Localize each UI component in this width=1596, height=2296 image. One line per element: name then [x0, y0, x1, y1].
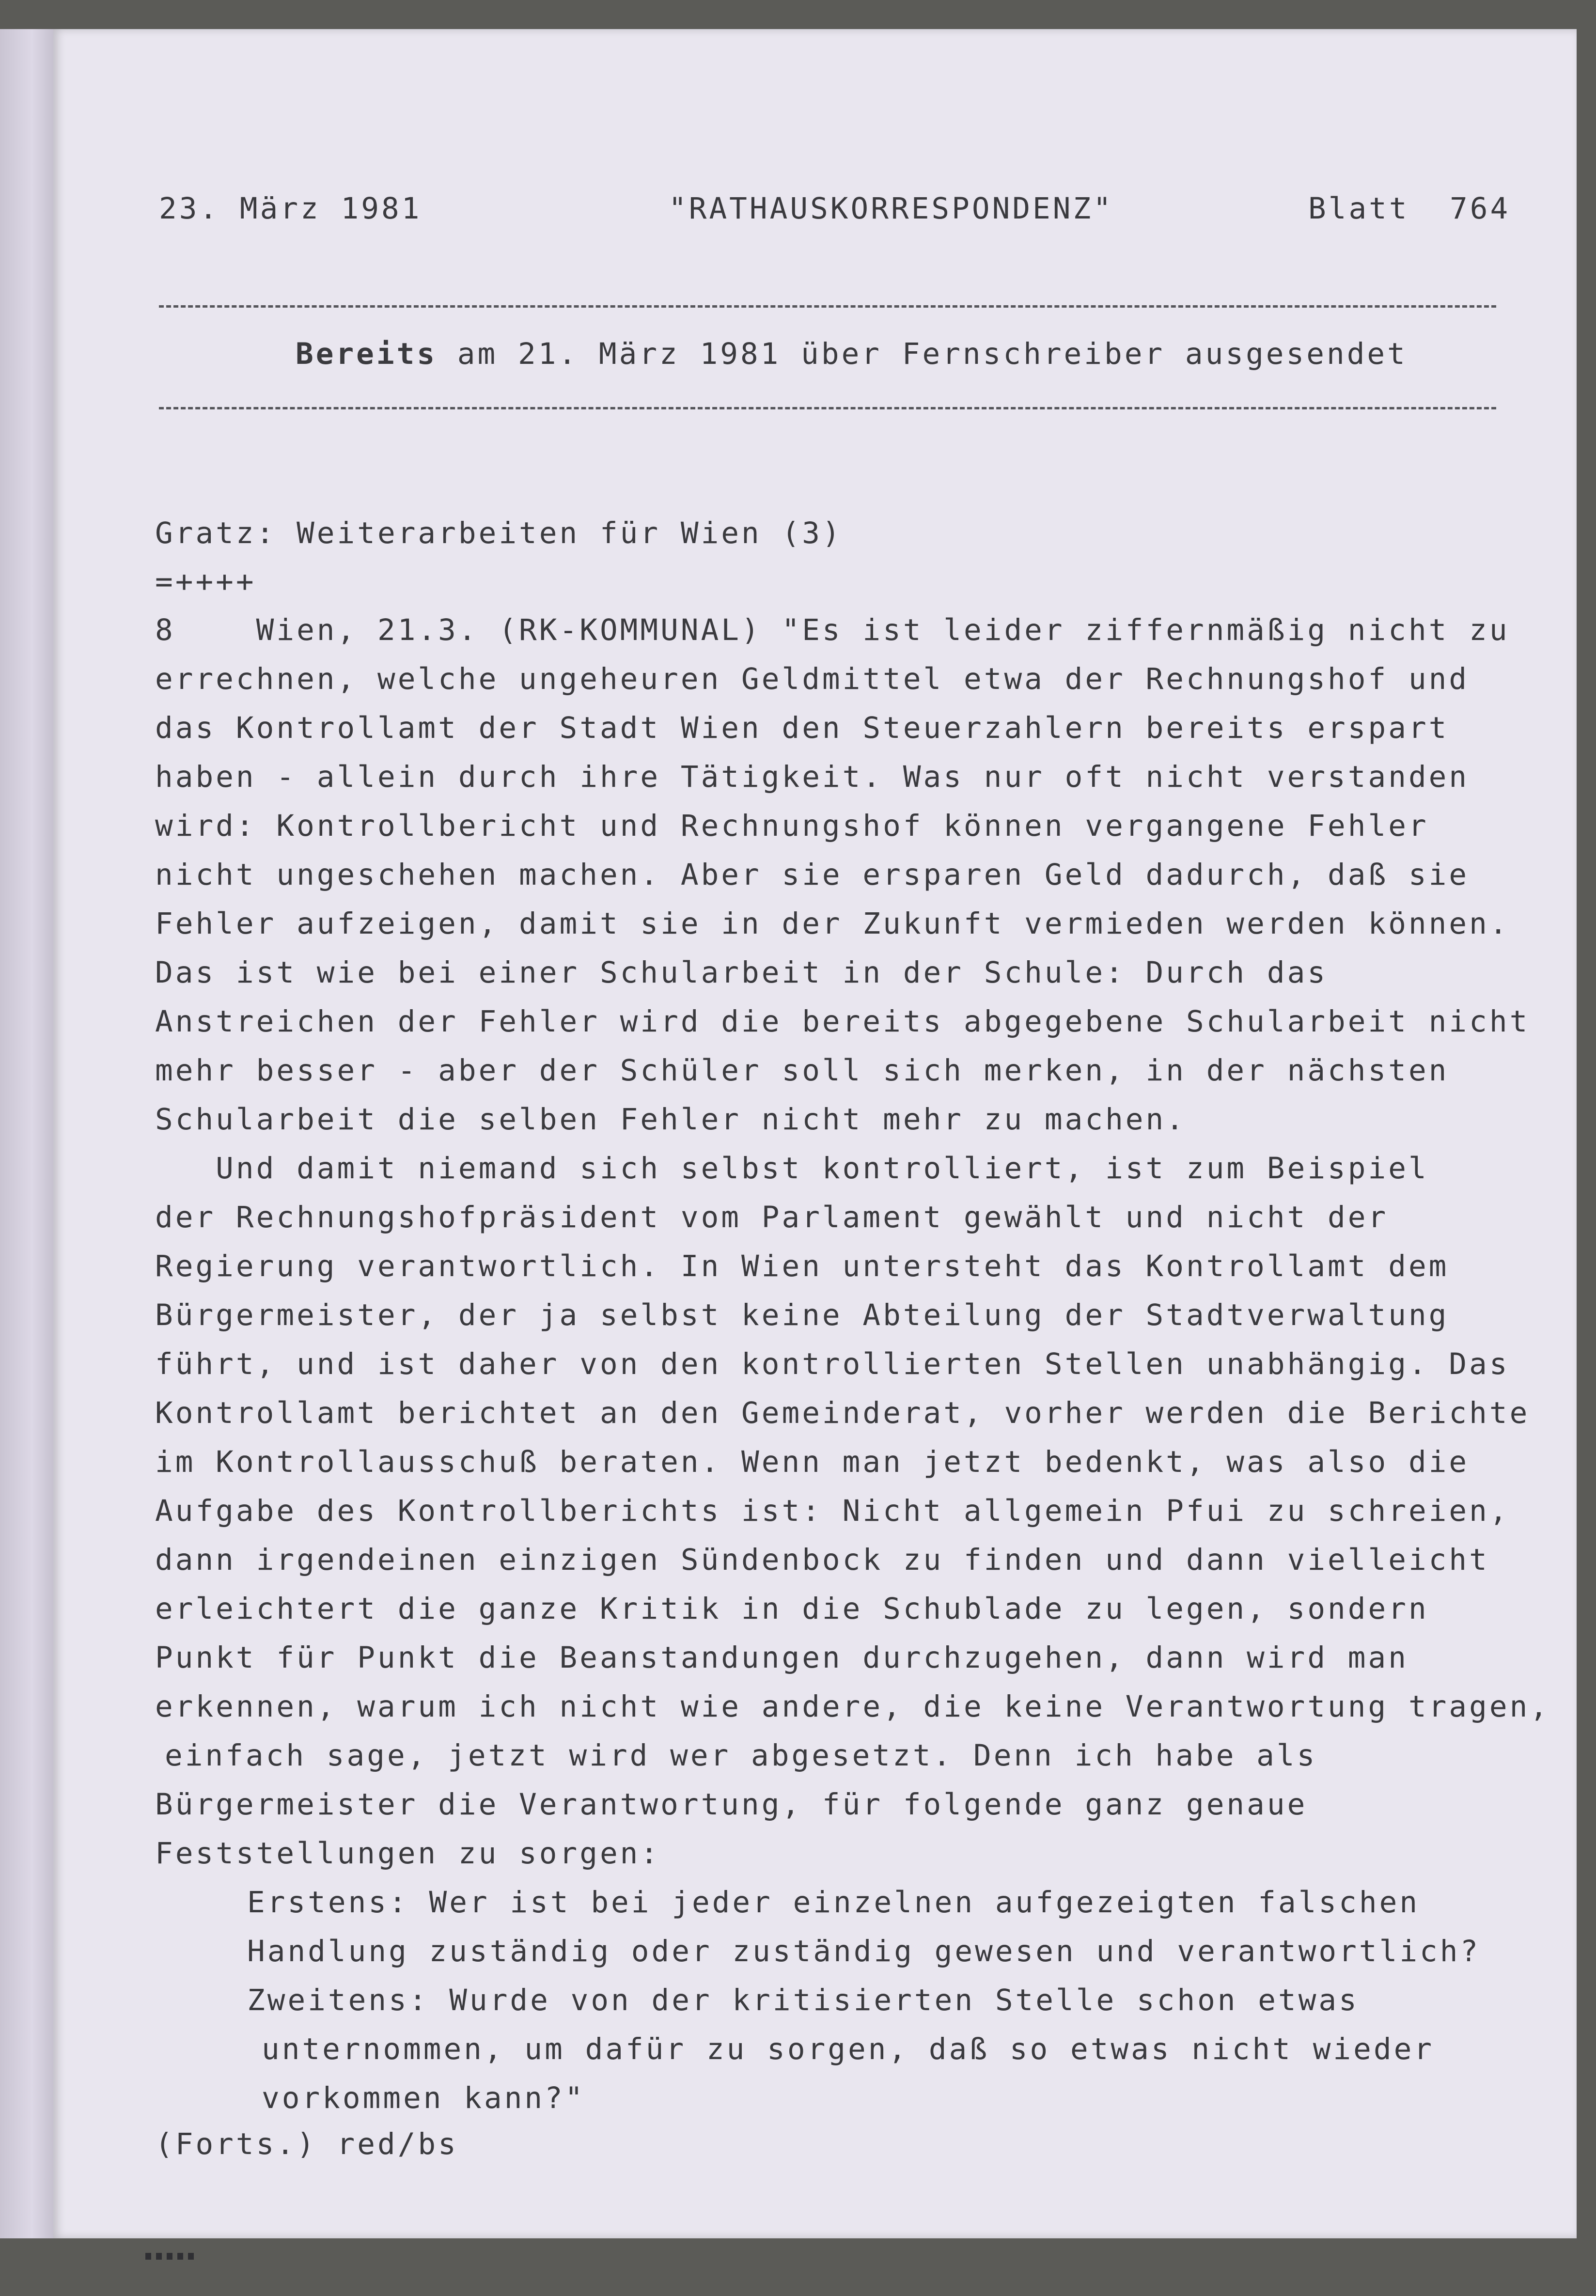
body-line: Regierung verantwortlich. In Wien untersteht das Kontrollamt dem [155, 1249, 1449, 1283]
body-line: Fehler aufzeigen, damit sie in der Zukunft vermieden werden können. [155, 906, 1510, 941]
body-line: erkennen, warum ich nicht wie andere, die keine Verantwortung tragen, [155, 1689, 1550, 1724]
list-item-first-continued: Handlung zuständig oder zuständig gewesen und verantwortlich? [247, 1934, 1481, 1968]
body-line: Punkt für Punkt die Beanstandungen durchzugehen, dann wird man [155, 1640, 1408, 1675]
body-line: 8 Wien, 21.3. (RK-KOMMUNAL) "Es ist leider ziffernmäßig nicht zu [155, 613, 1510, 647]
header-date: 23. März 1981 [159, 191, 422, 226]
body-line: Feststellungen zu sorgen: [155, 1836, 661, 1871]
article-marker: =++++ [155, 564, 256, 599]
body-line: Bürgermeister die Verantwortung, für folgende ganz genaue [155, 1787, 1308, 1822]
list-item-first: Erstens: Wer ist bei jeder einzelnen aufgezeigten falschen [247, 1885, 1420, 1920]
dashed-separator-top [159, 305, 1496, 317]
notice-bold-word: Bereits [296, 337, 438, 371]
body-line: Das ist wie bei einer Schularbeit in der Schule: Durch das [155, 955, 1328, 990]
body-line: im Kontrollausschuß beraten. Wenn man jetzt bedenkt, was also die [155, 1445, 1470, 1479]
continuation-footer: (Forts.) red/bs [155, 2127, 458, 2161]
dashed-separator-bottom [159, 407, 1496, 419]
body-line: der Rechnungshofpräsident vom Parlament gewählt und nicht der [155, 1200, 1389, 1234]
header-publication: "RATHAUSKORRESPONDENZ" [669, 191, 1113, 226]
body-line: Schularbeit die selben Fehler nicht mehr zu machen. [155, 1102, 1186, 1137]
body-line: dann irgendeinen einzigen Sündenbock zu finden und dann vielleicht [155, 1543, 1489, 1577]
notice-line [296, 339, 1408, 369]
body-line: führt, und ist daher von den kontrollierten Stellen unabhängig. Das [155, 1347, 1510, 1381]
body-line: einfach sage, jetzt wird wer abgesetzt. Denn ich habe als [165, 1738, 1317, 1773]
header-sheet-number: Blatt 764 [1308, 191, 1511, 226]
previous-page-edge [0, 29, 55, 2238]
body-line: nicht ungeschehen machen. Aber sie ersparen Geld dadurch, daß sie [155, 858, 1470, 892]
body-line: Kontrollamt berichtet an den Gemeinderat, vorher werden die Berichte [155, 1396, 1530, 1430]
list-item-second-continued: unternommen, um dafür zu sorgen, daß so etwas nicht wieder [262, 2032, 1435, 2066]
body-line: errechnen, welche ungeheuren Geldmittel etwa der Rechnungshof und [155, 662, 1470, 696]
body-line: Bürgermeister, der ja selbst keine Abteilung der Stadtverwaltung [155, 1298, 1449, 1332]
article-title: Gratz: Weiterarbeiten für Wien (3) [155, 516, 843, 550]
binding-perforation-marks [131, 2243, 228, 2272]
body-line: Anstreichen der Fehler wird die bereits abgegebene Schularbeit nicht [155, 1004, 1530, 1039]
body-line: wird: Kontrollbericht und Rechnungshof können vergangene Fehler [155, 809, 1429, 843]
body-line: haben - allein durch ihre Tätigkeit. Was nur oft nicht verstanden [155, 760, 1470, 794]
body-line: erleichtert die ganze Kritik in die Schublade zu legen, sondern [155, 1592, 1429, 1626]
list-item-second: Zweitens: Wurde von der kritisierten Stelle schon etwas [247, 1983, 1359, 2017]
body-line: das Kontrollamt der Stadt Wien den Steuerzahlern bereits erspart [155, 711, 1449, 745]
document-page [53, 29, 1577, 2238]
body-line: Und damit niemand sich selbst kontrolliert, ist zum Beispiel [155, 1151, 1429, 1186]
body-line: mehr besser - aber der Schüler soll sich merken, in der nächsten [155, 1053, 1449, 1088]
body-line: Aufgabe des Kontrollberichts ist: Nicht allgemein Pfui zu schreien, [155, 1494, 1510, 1528]
list-item-second-continued: vorkommen kann?" [262, 2081, 585, 2115]
notice-text: am 21. März 1981 über Fernschreiber ausgesendet [437, 337, 1408, 371]
